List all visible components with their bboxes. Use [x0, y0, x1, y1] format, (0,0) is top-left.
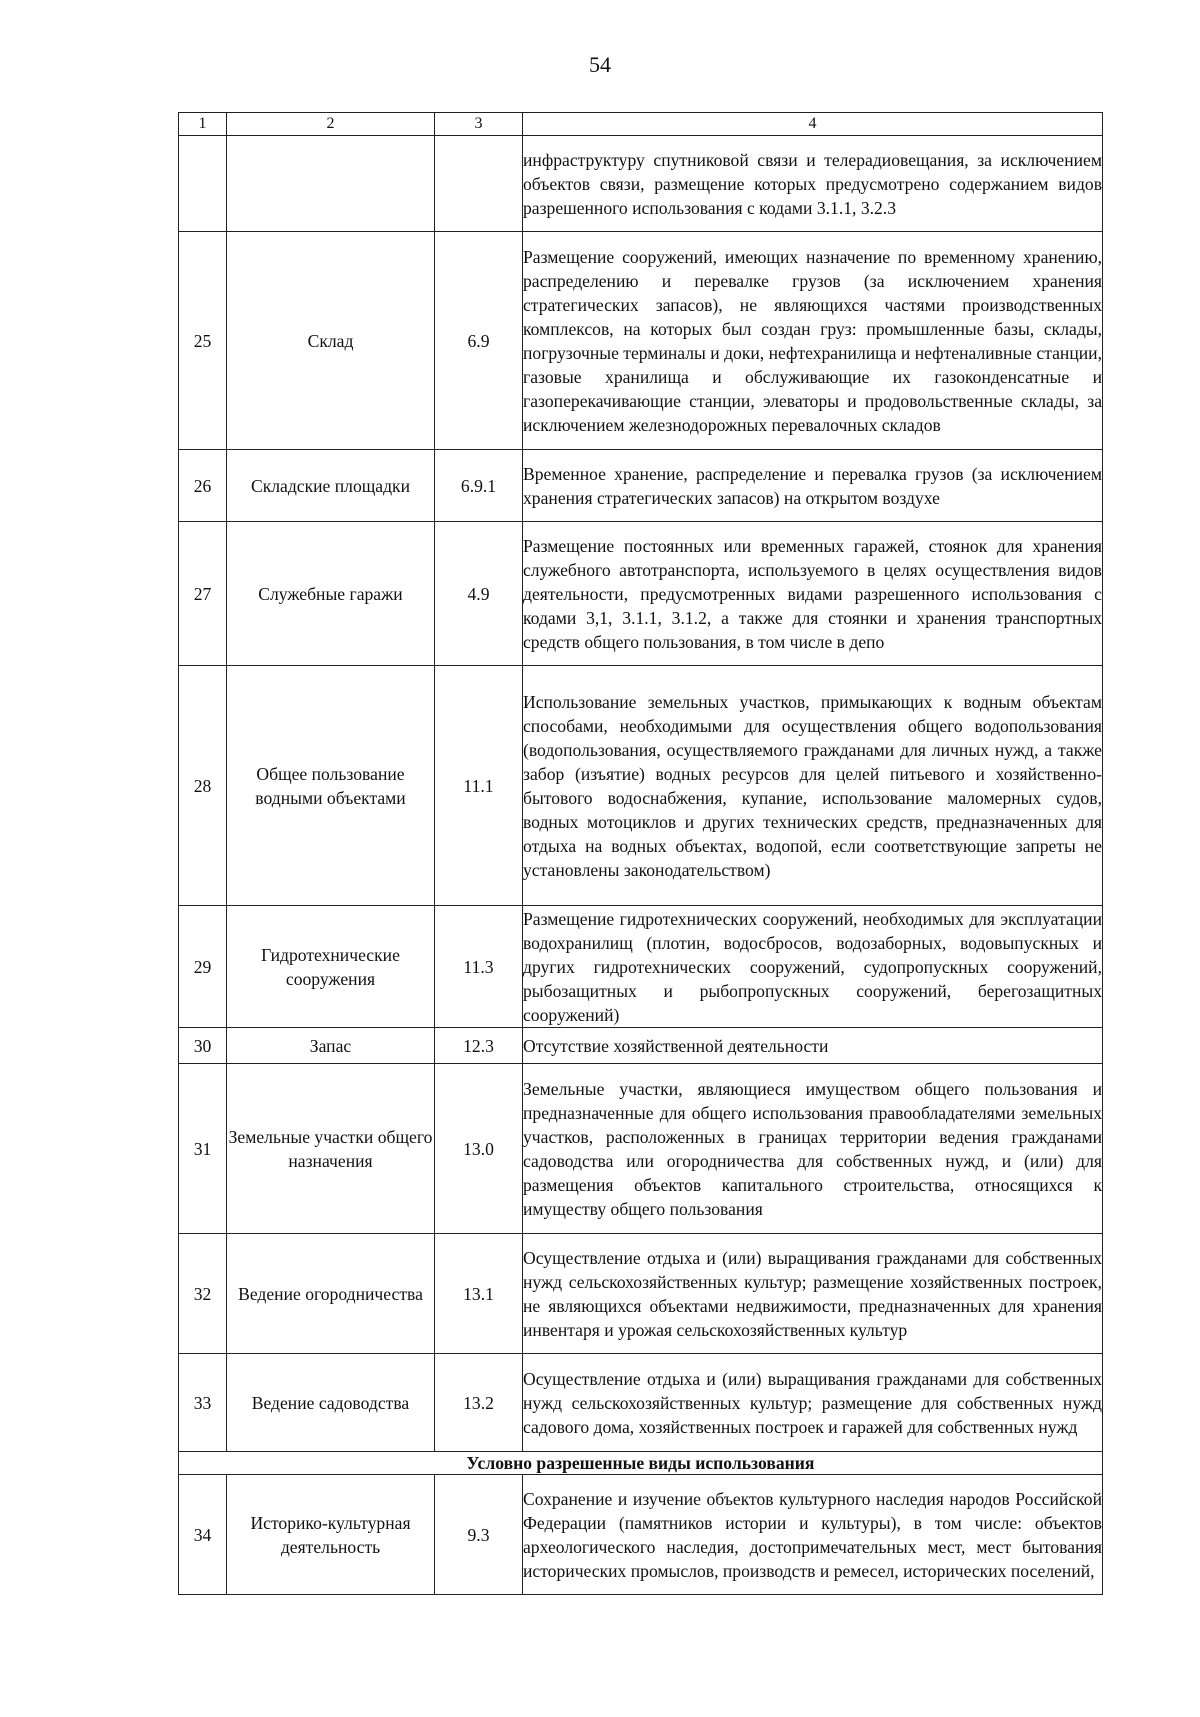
- row-code: 13.2: [435, 1354, 523, 1452]
- row-name: Служебные гаражи: [227, 522, 435, 666]
- row-code: 12.3: [435, 1028, 523, 1064]
- row-number: 26: [179, 450, 227, 522]
- row-name: Складские площадки: [227, 450, 435, 522]
- row-description: Размещение сооружений, имеющих назначение по временному хранению, распределению и перевалке грузов (за исключением хранения стратегических запасов), не являющихся частями производственных комплексов, на которых был создан груз: промышленные базы, склады, погрузочные терминалы и доки, нефтехранилища и нефтеналивные станции, газовые хранилища и обслуживающие их газоконденсатные и газоперекачивающие станции, элеваторы и продовольственные склады, за исключением железнодорожных перевалочных складов: [523, 232, 1103, 450]
- row-code: 4.9: [435, 522, 523, 666]
- row-code: 6.9.1: [435, 450, 523, 522]
- row-description: Размещение постоянных или временных гаражей, стоянок для хранения служебного автотранспорта, используемого в целях осуществления видов деятельности, предусмотренных видами разрешенного использования с кодами 3,1, 3.1.1, 3.1.2, а также для стоянки и хранения транспортных средств общего пользования, в том числе в депо: [523, 522, 1103, 666]
- table-row-continuation: [179, 136, 1103, 232]
- page-number: 54: [589, 52, 611, 77]
- table-row: [179, 1354, 1103, 1452]
- row-name: Гидротехнические сооружения: [227, 906, 435, 1028]
- row-name: Запас: [227, 1028, 435, 1064]
- row-number: 27: [179, 522, 227, 666]
- row-name: Общее пользование водными объектами: [227, 666, 435, 906]
- row-name: Земельные участки общего назначения: [227, 1064, 435, 1234]
- table-row: [179, 906, 1103, 1028]
- row-code: 6.9: [435, 232, 523, 450]
- row-code: 11.3: [435, 906, 523, 1028]
- section-title: Условно разрешенные виды использования: [179, 1452, 1103, 1475]
- row-number: 29: [179, 906, 227, 1028]
- row-number: 32: [179, 1234, 227, 1354]
- row-description: Осуществление отдыха и (или) выращивания гражданами для собственных нужд сельскохозяйственных культур; размещение хозяйственных построек, не являющихся объектами недвижимости, предназначенных для хранения инвентаря и урожая сельскохозяйственных культур: [523, 1234, 1103, 1354]
- row-name: Ведение садоводства: [227, 1354, 435, 1452]
- table-row: [179, 232, 1103, 450]
- row-number: 25: [179, 232, 227, 450]
- row-code: 9.3: [435, 1475, 523, 1595]
- row-name: Склад: [227, 232, 435, 450]
- table-row: [179, 1475, 1103, 1595]
- row-description: Земельные участки, являющиеся имуществом общего пользования и предназначенные для общего использования правообладателями земельных участков, расположенных в границах территории ведения гражданами садоводства или огородничества для собственных нужд, и (или) для размещения объектов капитального строительства, относящихся к имуществу общего пользования: [523, 1064, 1103, 1234]
- row-description: Использование земельных участков, примыкающих к водным объектам способами, необходимыми для осуществления общего водопользования (водопользования, осуществляемого гражданами для личных нужд, а также забор (изъятие) водных ресурсов для целей питьевого и хозяйственно-бытового водоснабжения, купание, использование маломерных судов, водных мотоциклов и других технических средств, предназначенных для отдыха на водных объектах, водопой, если соответствующие запреты не установлены законодательством): [523, 666, 1103, 906]
- row-code: 13.1: [435, 1234, 523, 1354]
- table-row: [179, 1028, 1103, 1064]
- section-header-row: [179, 1452, 1103, 1475]
- row-number: 33: [179, 1354, 227, 1452]
- row-code: 13.0: [435, 1064, 523, 1234]
- row-code: 11.1: [435, 666, 523, 906]
- header-col-3: 3: [435, 113, 523, 136]
- row-number: 34: [179, 1475, 227, 1595]
- row-number: 31: [179, 1064, 227, 1234]
- header-col-4: 4: [523, 113, 1103, 136]
- row-number: 30: [179, 1028, 227, 1064]
- header-col-1: 1: [179, 113, 227, 136]
- table-row: [179, 1234, 1103, 1354]
- row-number: 28: [179, 666, 227, 906]
- row-name: Историко-культурная деятельность: [227, 1475, 435, 1595]
- table-row: [179, 1064, 1103, 1234]
- row-description: Осуществление отдыха и (или) выращивания гражданами для собственных нужд сельскохозяйственных культур; размещение для собственных нужд садового дома, хозяйственных построек и гаражей для собственных нужд: [523, 1354, 1103, 1452]
- land-use-table: [178, 112, 1103, 1595]
- table-header-row: [179, 113, 1103, 136]
- row-description: Отсутствие хозяйственной деятельности: [523, 1028, 1103, 1064]
- row-description: Временное хранение, распределение и перевалка грузов (за исключением хранения стратегических запасов) на открытом воздухе: [523, 450, 1103, 522]
- row-description: Размещение гидротехнических сооружений, необходимых для эксплуатации водохранилищ (плотин, водосбросов, водозаборных, водовыпускных и других гидротехнических сооружений, судопропускных сооружений, рыбозащитных и рыбопропускных сооружений, берегозащитных сооружений): [523, 906, 1103, 1028]
- table-row: [179, 450, 1103, 522]
- row-description: Сохранение и изучение объектов культурного наследия народов Российской Федерации (памятников истории и культуры), в том числе: объектов археологического наследия, достопримечательных мест, мест бытования исторических промыслов, производств и ремесел, исторических поселений,: [523, 1475, 1103, 1595]
- header-col-2: 2: [227, 113, 435, 136]
- row-name: Ведение огородничества: [227, 1234, 435, 1354]
- table-row: [179, 666, 1103, 906]
- row-description: инфраструктуру спутниковой связи и телерадиовещания, за исключением объектов связи, размещение которых предусмотрено содержанием видов разрешенного использования с кодами 3.1.1, 3.2.3: [523, 136, 1103, 232]
- table-row: [179, 522, 1103, 666]
